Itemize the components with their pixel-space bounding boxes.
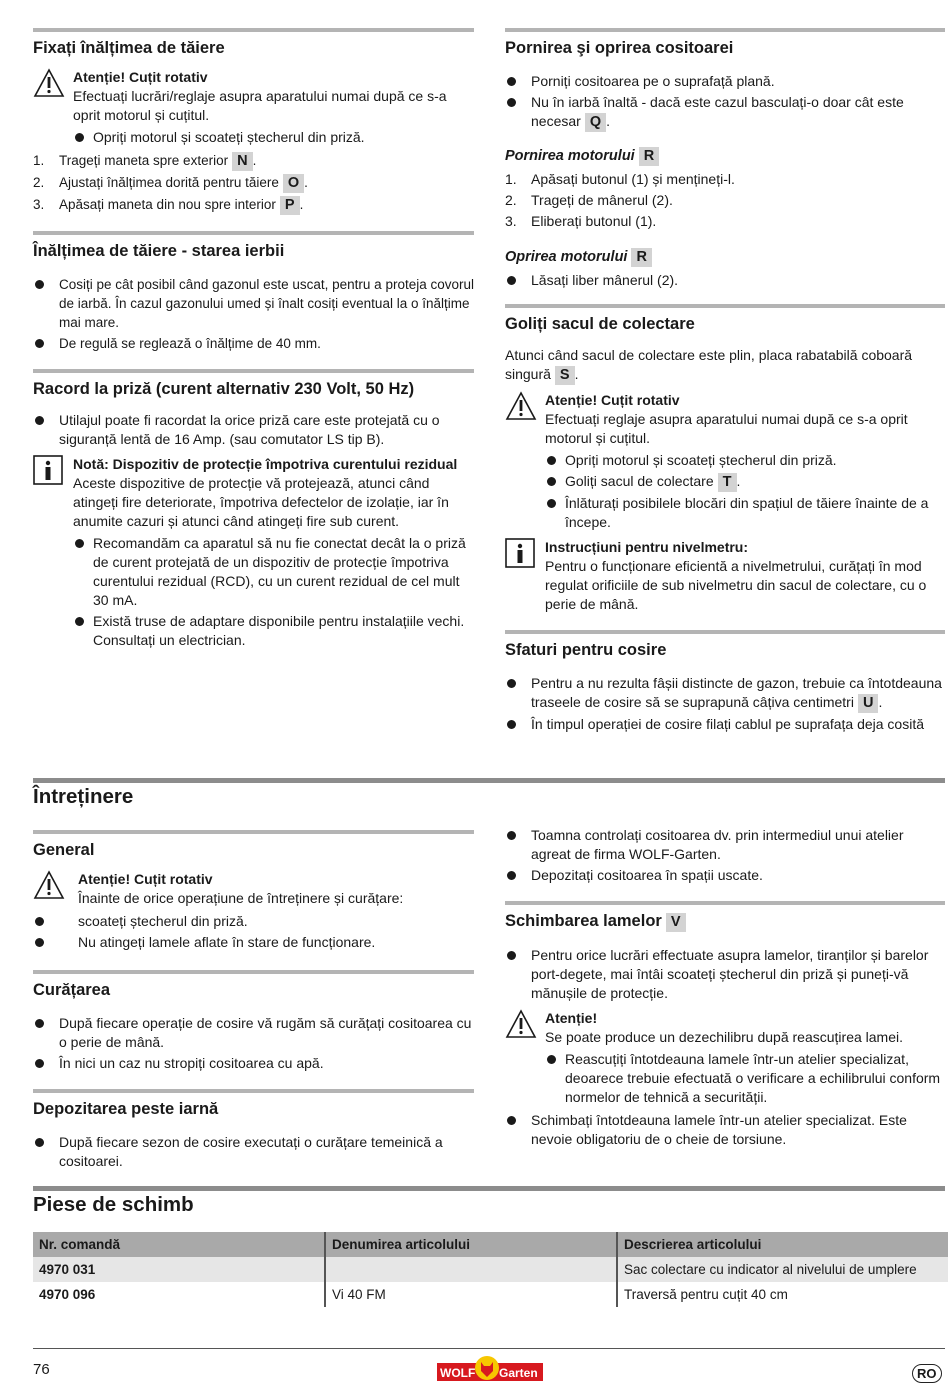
warning-icon: [33, 68, 65, 98]
wolf-garten-logo-icon: [437, 1355, 543, 1385]
section-title-cleaning: Curățarea: [33, 981, 111, 999]
warning-title: Atenție! Cuțit rotativ: [78, 871, 213, 887]
list-item: Opriți motorul și scoateți ștecherul din priză.: [545, 451, 945, 470]
figure-badge: V: [666, 913, 686, 932]
table-cell: [325, 1257, 617, 1282]
warning-block: [505, 1009, 945, 1107]
figure-badge: R: [631, 248, 651, 267]
table-header-row: [33, 1232, 948, 1257]
section-rule: [505, 901, 945, 905]
section-title-general: General: [33, 841, 95, 859]
list-item: Utilajul poate fi racordat la orice priză care este protejată cu o siguranță lentă de 16 Amp. (sau comutator LS tip B).: [33, 411, 474, 449]
section-title-power: Racord la priză (curent alternativ 230 Volt, 50 Hz): [33, 380, 415, 398]
list-item: Opriți motorul și scoateți ștecherul din priză.: [73, 128, 474, 147]
bullet-list: [545, 1050, 945, 1107]
figure-badge: R: [639, 147, 659, 166]
parts-table: [33, 1232, 948, 1307]
steps-list: [33, 151, 474, 215]
section-rule: [33, 28, 474, 32]
warning-block: [505, 391, 945, 532]
list-item: Pentru a nu rezulta fâșii distincte de gazon, trebuie ca întotdeauna traseele de cosire să se suprapună câțiva centimetri U .: [505, 674, 945, 713]
list-item: 2. Trageți de mânerul (2).: [505, 192, 673, 208]
section-rule: [505, 304, 945, 308]
list-item: Nu atingeți lamele aflate în stare de funcționare.: [33, 933, 474, 952]
list-item: În timpul operației de cosire filați cablul pe suprafața deja cosită: [505, 715, 945, 734]
table-row: [33, 1257, 948, 1282]
chapter-title-parts: Piese de schimb: [33, 1193, 194, 1216]
figure-badge: U: [858, 694, 878, 713]
right-column-top: [505, 28, 945, 736]
bullet-list: [505, 946, 945, 1003]
section-rule: [33, 369, 474, 373]
brand-logo: [437, 1355, 543, 1390]
list-item: 3. Apăsați maneta din nou spre interior P .: [33, 197, 304, 213]
warning-title: Atenție!: [545, 1010, 598, 1026]
list-item: De regulă se reglează o înălțime de 40 mm.: [33, 334, 474, 353]
page-number: 76: [33, 1361, 50, 1378]
table-cell: Sac colectare cu indicator al nivelului de umplere: [617, 1257, 948, 1282]
figure-badge: T: [718, 473, 737, 492]
list-item: Depozitați cositoarea în spații uscate.: [505, 866, 945, 885]
list-item: Reascuțiți întotdeauna lamele într-un atelier specializat, deoarece trebuie efectuată o verificare a echilibrului conform normelor de tehnică a securității.: [545, 1050, 945, 1107]
language-badge: RO: [912, 1364, 942, 1383]
section-title-empty-bag: Goliți sacul de colectare: [505, 315, 695, 333]
subtitle-start-engine: Pornirea motorului R: [505, 146, 945, 166]
left-column-maintenance: [33, 830, 474, 1173]
section-rule: [33, 970, 474, 974]
list-item: Pentru orice lucrări effectuate asupra lamelor, tiranților și barelor port-degete, mai întâi scoateți ștecherul din priză și puneți-vă mănușile de protecție.: [505, 946, 945, 1003]
info-note-block: [505, 538, 945, 614]
list-item: După fiecare sezon de cosire executați o curățare temeinică a cositoarei.: [33, 1133, 474, 1171]
section-title-winter-storage: Depozitarea peste iarnă: [33, 1100, 219, 1118]
list-item: 3. Eliberați butonul (1).: [505, 213, 657, 229]
footer-rule: [33, 1348, 945, 1349]
figure-badge: O: [283, 174, 304, 193]
section-rule: [505, 28, 945, 32]
bullet-list: [33, 1133, 474, 1171]
figure-badge: S: [555, 366, 575, 385]
bullet-list: [505, 1111, 945, 1149]
subtitle-stop-engine: Oprirea motorului R: [505, 247, 945, 267]
list-item: Goliți sacul de colectare T .: [545, 472, 945, 492]
bullet-list: [73, 534, 474, 650]
section-rule: [33, 830, 474, 834]
bullet-list: [33, 1014, 474, 1073]
intro-text: Atunci când sacul de colectare este plin, placa rabatabilă coboară singură S .: [505, 347, 913, 383]
list-item: scoateți ștecherul din priză.: [33, 912, 474, 931]
list-item: Porniți cositoarea pe o suprafață plană.: [505, 72, 945, 91]
list-item: Înlăturați posibilele blocări din spațiul de tăiere înainte de a începe.: [545, 494, 945, 532]
warning-text: Efectuați reglaje asupra aparatului numai după ce s-a oprit motorul și cuțitul.: [545, 411, 908, 446]
table-header: Descrierea articolului: [617, 1232, 948, 1257]
list-item: În nici un caz nu stropiți cositoarea cu apă.: [33, 1054, 474, 1073]
warning-icon: [505, 391, 537, 421]
list-item: Lăsați liber mânerul (2).: [505, 271, 945, 290]
note-title: Instrucțiuni pentru nivelmetru:: [545, 539, 749, 555]
section-rule: [33, 1089, 474, 1093]
section-title-start-stop: Pornirea şi oprirea cositoarei: [505, 39, 734, 57]
table-cell: Traversă pentru cuțit 40 cm: [617, 1282, 948, 1307]
bullet-list: [505, 72, 945, 132]
list-item: Nu în iarbă înaltă - dacă este cazul basculați-o doar cât este necesar Q .: [505, 93, 945, 132]
list-item: Recomandăm ca aparatul să nu fie conectat decât la o priză de curent protejată de un dispozitiv de protecție împotriva curentului rezidual (RCD), cu un curent rezidual de cel mult 30 mA.: [73, 534, 474, 610]
section-rule: [505, 630, 945, 634]
list-item: 1. Apăsați butonul (1) și mențineți-l.: [505, 171, 735, 187]
warning-icon: [505, 1009, 537, 1039]
note-text: Pentru o funcționare eficientă a nivelmetrului, curățați în mod regulat orificiile de sub nivelmetru din sacul de colectare, cu o perie de mână.: [545, 558, 927, 612]
list-item: Schimbați întotdeauna lamele într-un atelier specializat. Este nevoie obligatoriu de o cheie de torsiune.: [505, 1111, 945, 1149]
warning-text: Se poate produce un dezechilibru după reascuțirea lamei.: [545, 1029, 904, 1045]
bullet-list: [33, 411, 474, 449]
warning-block: [33, 870, 474, 908]
svg-text:WOLF: WOLF: [440, 1366, 476, 1380]
figure-badge: P: [280, 196, 300, 215]
bullet-list: [33, 912, 474, 952]
chapter-rule: [33, 778, 945, 783]
warning-block: [33, 68, 474, 147]
bullet-list: [33, 275, 474, 353]
info-note-block: [33, 455, 474, 650]
chapter-rule: [33, 1186, 945, 1191]
table-cell: 4970 031: [33, 1257, 325, 1282]
section-title-blade-change: Schimbarea lamelor V: [505, 911, 945, 932]
list-item: Toamna controlați cositoarea dv. prin intermediul unui atelier agreat de firma WOLF-Garten.: [505, 826, 945, 864]
warning-icon: [33, 870, 65, 900]
section-title-mowing-tips: Sfaturi pentru cosire: [505, 641, 667, 659]
chapter-title-maintenance: Întreținere: [33, 785, 134, 808]
note-title: Notă: Dispozitiv de protecție împotriva curentului rezidual: [73, 456, 458, 472]
list-item: Există truse de adaptare disponibile pentru instalațiile vechi. Consultați un electrician.: [73, 612, 474, 650]
note-text: Aceste dispozitive de protecție vă protejează, atunci când atingeți fire deteriorate, împotriva defectelor de izolație, iar în anumite cazuri și atunci când atingeți fire sub curent.: [73, 475, 449, 529]
bullet-list: [545, 451, 945, 532]
warning-title: Atenție! Cuțit rotativ: [545, 392, 680, 408]
list-item: 1. Trageți maneta spre exterior N .: [33, 153, 257, 169]
right-column-maintenance: [505, 826, 945, 1151]
list-item: Cosiți pe cât posibil când gazonul este uscat, pentru a proteja covorul de iarbă. În cazul gazonului umed și înalt cosiți eventual la o înălțime mai mare.: [33, 275, 474, 332]
section-title-grass-state: Înălțimea de tăiere - starea ierbii: [33, 242, 285, 260]
figure-badge: Q: [585, 113, 606, 132]
table-cell: Vi 40 FM: [325, 1282, 617, 1307]
bullet-list: [505, 271, 945, 290]
section-title-cutting-height: Fixați înălțimea de tăiere: [33, 39, 225, 57]
left-column-top: [33, 28, 474, 654]
list-item: 2. Ajustați înălțimea dorită pentru tăiere O .: [33, 175, 308, 191]
warning-title: Atenție! Cuțit rotativ: [73, 69, 208, 85]
table-cell: 4970 096: [39, 1287, 96, 1302]
steps-list: [505, 170, 945, 231]
table-header: Denumirea articolului: [325, 1232, 617, 1257]
figure-badge: N: [232, 152, 252, 171]
section-rule: [33, 231, 474, 235]
list-item: După fiecare operație de cosire vă rugăm să curățați cositoarea cu o perie de mână.: [33, 1014, 474, 1052]
bullet-list: [505, 674, 945, 734]
bullet-list: [505, 826, 945, 885]
table-row: [33, 1282, 948, 1307]
svg-text:Garten: Garten: [499, 1366, 538, 1380]
table-header: Nr. comandă: [33, 1232, 325, 1257]
info-icon: [505, 538, 537, 568]
warning-text: Înainte de orice operațiune de întreținere și curățare:: [78, 890, 404, 906]
warning-text: Efectuați lucrări/reglaje asupra aparatului numai după ce s-a oprit motorul și cuțitul.: [73, 88, 447, 123]
info-icon: [33, 455, 65, 485]
